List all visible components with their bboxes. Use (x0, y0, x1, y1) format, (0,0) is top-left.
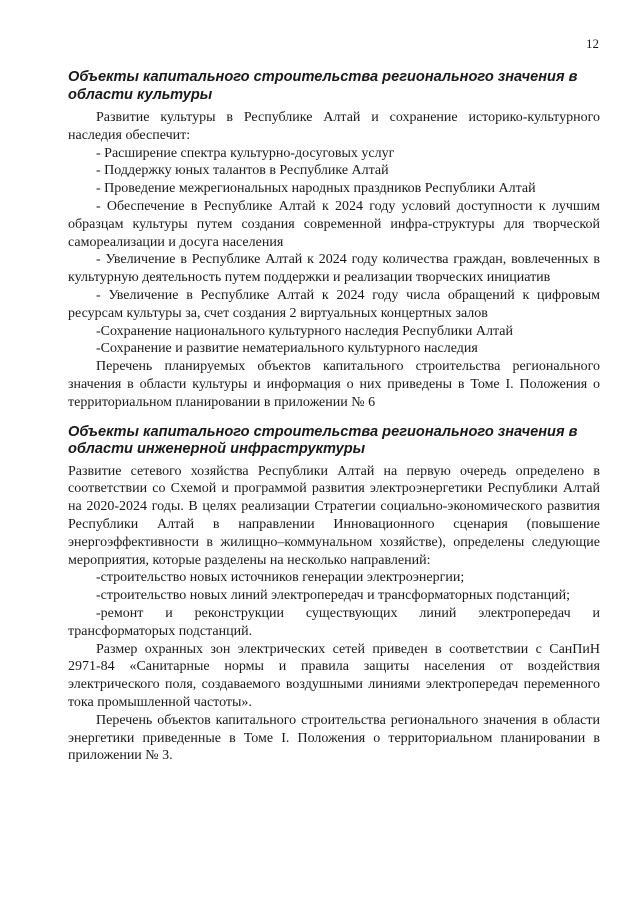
paragraph: -ремонт и реконструкции существующих линий электропередач и трансформаторых подстанций. (68, 605, 600, 639)
paragraph: -строительство новых линий электропередач и трансформаторных подстанций; (96, 588, 571, 604)
paragraph: Перечень объектов капитального строительства регионального значения в области энергетики приведенные в Томе I. Положения о территориальном планировании в приложении № 3. (68, 712, 600, 764)
paragraph: -Сохранение национального культурного наследия Республики Алтай (96, 323, 514, 339)
section-culture (68, 69, 600, 412)
section-body-engineering (68, 463, 600, 766)
paragraph: -Сохранение и развитие нематериального культурного наследия (96, 341, 478, 357)
paragraph: -строительство новых источников генерации электроэнергии; (96, 570, 465, 586)
page-content (68, 69, 600, 765)
paragraph: - Увеличение в Республике Алтай к 2024 году количества граждан, вовлеченных в культурную деятельность путем поддержки и реализации творческих инициатив (68, 252, 600, 286)
paragraph: Размер охранных зон электрических сетей приведен в соответствии с СанПиН 2971-84 «Санитарные нормы и правила защиты населения от воздействия электрического поля, создаваемого воздушными линиями электропередач переменного тока промышленной частоты». (68, 641, 600, 710)
paragraph: - Увеличение в Республике Алтай к 2024 году числа обращений к цифровым ресурсам культуры за, счет создания 2 виртуальных концертных залов (68, 287, 600, 321)
page-number: 12 (586, 36, 599, 51)
section-body-culture (68, 109, 600, 412)
paragraph: Развитие культуры в Республике Алтай и сохранение историко-культурного наследия обеспечит: (68, 110, 600, 143)
section-heading-culture: Объекты капитального строительства регионального значения в области культуры (68, 69, 578, 103)
paragraph: Развитие сетевого хозяйства Республики Алтай на первую очередь определено в соответствии со Схемой и программой развития электроэнергетики Республики Алтай на 2020-2024 годы. В целях реализации Стратегии социально-экономического развития Республики Алтай в направлении Инновационного сценария (повышение энергоэффективности в жилищно–коммунальном хозяйстве), определены следующие мероприятия, которые разделены на несколько направлений: (68, 463, 600, 568)
paragraph: - Проведение межрегиональных народных праздников Республики Алтай (96, 181, 536, 197)
paragraph: - Расширение спектра культурно-досуговых услуг (96, 145, 395, 161)
section-engineering-infrastructure (68, 424, 600, 766)
paragraph: - Поддержку юных талантов в Республике Алтай (96, 163, 389, 179)
paragraph: - Обеспечение в Республике Алтай к 2024 году условий доступности к лучшим образцам культуры путем создания современной инфра-структуры для творческой самореализации и досуга населения (68, 198, 600, 250)
paragraph: Перечень планируемых объектов капитального строительства регионального значения в области культуры и информация о них приведены в Томе I. Положения о территориальном планировании в приложении № 6 (68, 359, 600, 410)
section-heading-engineering: Объекты капитального строительства регионального значения в области инженерной инфраструктуры (68, 423, 578, 458)
